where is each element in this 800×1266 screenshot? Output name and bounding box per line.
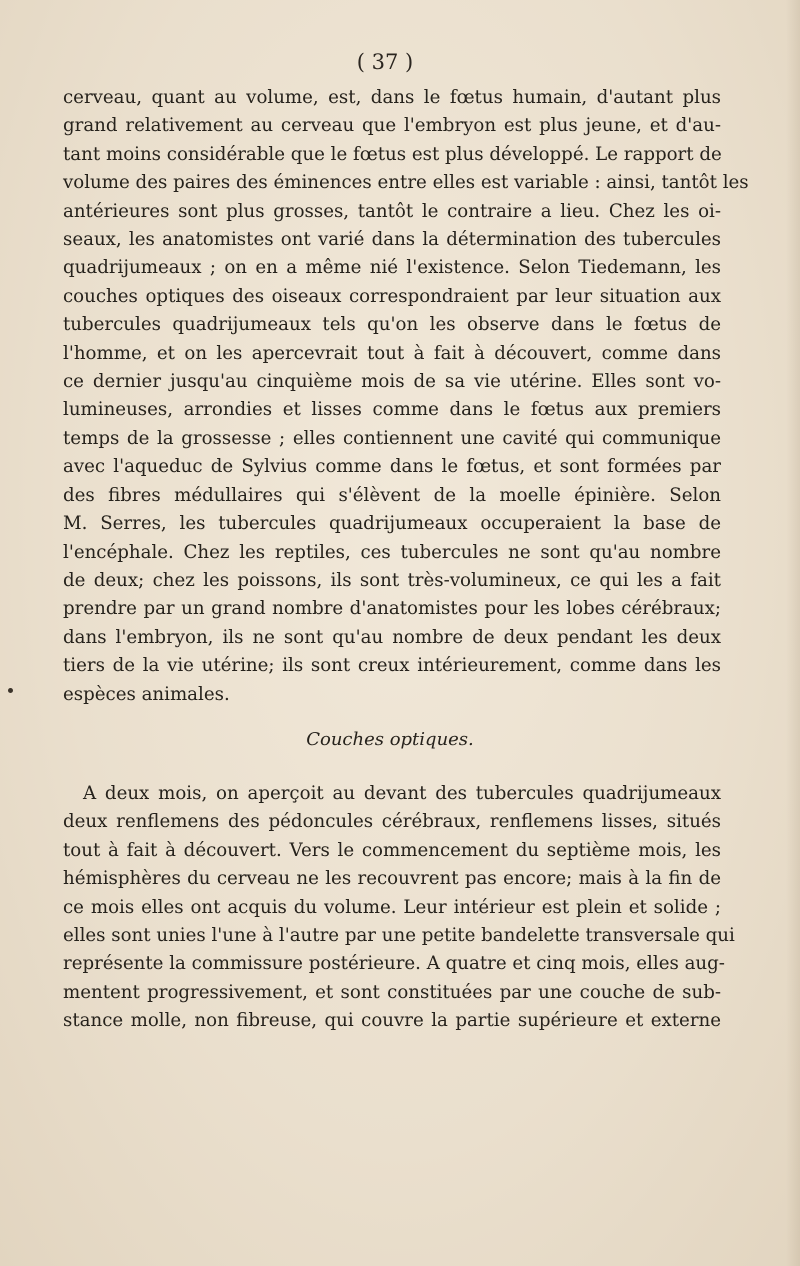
text-line: hémisphères du cerveau ne les recouvrent pas encore; mais à la fin de	[63, 868, 721, 890]
text-line: avec l'aqueduc de Sylvius comme dans le fœtus, et sont formées par	[63, 456, 721, 478]
page-edge-shadow	[786, 0, 800, 1266]
text-line: dans l'embryon, ils ne sont qu'au nombre de deux pendant les deux	[63, 626, 721, 648]
paragraph-1	[63, 84, 749, 709]
text-line: ce mois elles ont acquis du volume. Leur intérieur est plein et solide ;	[63, 896, 721, 918]
text-line: des fibres médullaires qui s'élèvent de la moelle épinière. Selon	[63, 484, 721, 506]
text-line: mentent progressivement, et sont constituées par une couche de sub-	[63, 981, 721, 1003]
text-line: quadrijumeaux ; on en a même nié l'existence. Selon Tiedemann, les	[63, 257, 721, 279]
text-line: espèces animales.	[63, 683, 230, 705]
text-line: représente la commissure postérieure. A quatre et cinq mois, elles aug-	[63, 953, 725, 975]
text-line: grand relativement au cerveau que l'embryon est plus jeune, et d'au-	[63, 115, 721, 137]
text-line: seaux, les anatomistes ont varié dans la détermination des tubercules	[63, 229, 721, 251]
text-line: tubercules quadrijumeaux tels qu'on les observe dans le fœtus de	[63, 314, 721, 336]
text-line: temps de la grossesse ; elles contiennent une cavité qui communique	[63, 427, 721, 449]
text-line: cerveau, quant au volume, est, dans le fœtus humain, d'autant plus	[63, 87, 721, 108]
text-line: stance molle, non fibreuse, qui couvre la partie supérieure et externe	[63, 1010, 721, 1032]
text-line: M. Serres, les tubercules quadrijumeaux occuperaient la base de	[63, 513, 721, 535]
text-line: antérieures sont plus grosses, tantôt le contraire a lieu. Chez les oi-	[63, 200, 721, 222]
text-line: de deux; chez les poissons, ils sont très-volumineux, ce qui les a fait	[63, 569, 721, 591]
text-line: tout à fait à découvert. Vers le commencement du septième mois, les	[63, 839, 721, 861]
page-number: ( 37 )	[356, 50, 414, 74]
ink-speck	[8, 688, 13, 693]
text-line: couches optiques des oiseaux correspondraient par leur situation aux	[63, 285, 721, 307]
text-line: tiers de la vie utérine; ils sont creux intérieurement, comme dans les	[63, 655, 721, 677]
text-line: deux renflemens des pédoncules cérébraux, renflemens lisses, situés	[63, 811, 721, 833]
text-line: prendre par un grand nombre d'anatomistes pour les lobes cérébraux;	[63, 598, 721, 620]
text-line: l'encéphale. Chez les reptiles, ces tubercules ne sont qu'au nombre	[63, 541, 721, 563]
text-line: ce dernier jusqu'au cinquième mois de sa vie utérine. Elles sont vo-	[63, 371, 721, 393]
text-line: lumineuses, arrondies et lisses comme dans le fœtus aux premiers	[63, 399, 721, 421]
text-line: tant moins considérable que le fœtus est plus développé. Le rapport de	[63, 143, 722, 165]
text-line: A deux mois, on aperçoit au devant des tubercules quadrijumeaux	[83, 783, 721, 804]
text-line: volume des paires des éminences entre elles est variable : ainsi, tantôt les	[63, 172, 749, 194]
paragraph-2	[63, 780, 735, 1036]
section-heading: Couches optiques.	[306, 729, 474, 750]
text-line: elles sont unies l'une à l'autre par une petite bandelette transversale qui	[63, 925, 735, 947]
text-line: l'homme, et on les apercevrait tout à fait à découvert, comme dans	[63, 342, 721, 364]
